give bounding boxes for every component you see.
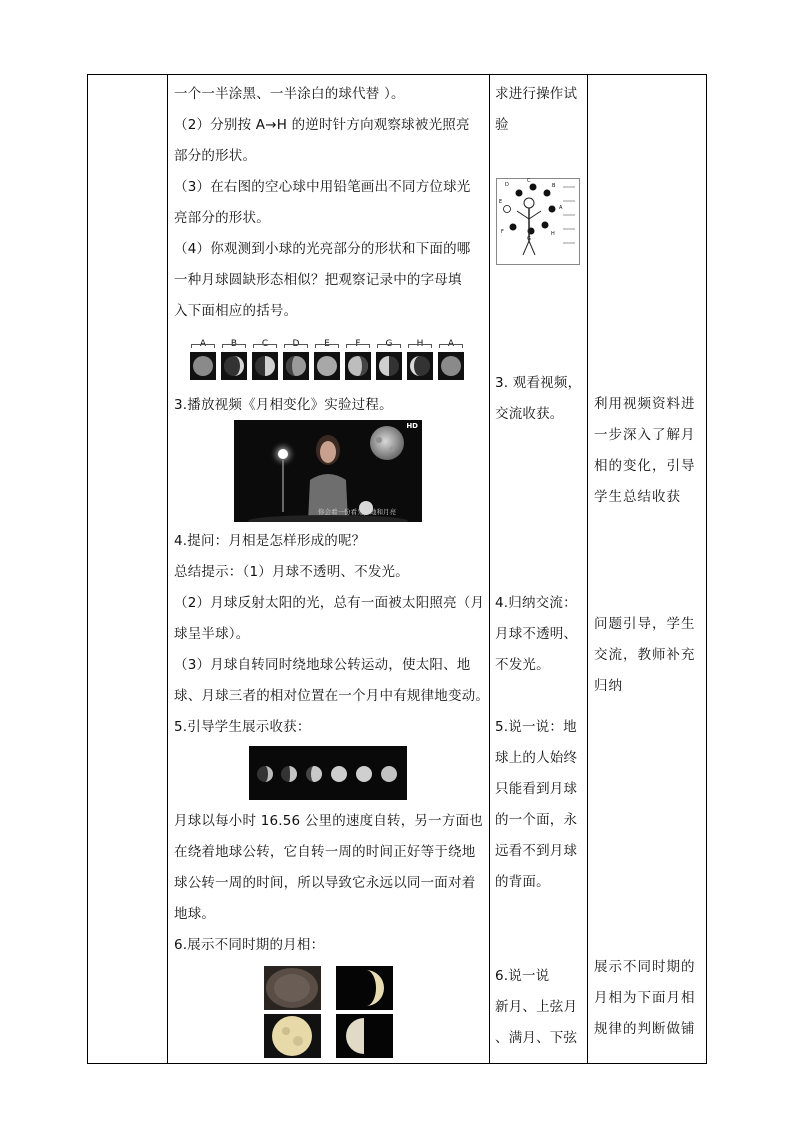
text-line: 球公转一周的时间，所以导致它永远以同一面对着 xyxy=(174,875,476,891)
text-line: 的一个面，永 xyxy=(495,812,578,828)
moon-phase-image xyxy=(376,352,402,380)
phase-label: H xyxy=(416,339,424,349)
text-line: 规律的判断做铺 xyxy=(594,1021,696,1037)
text-line: 交流收获。 xyxy=(495,406,564,422)
text-line: 、满月、下弦 xyxy=(495,1030,578,1046)
text-line: 的背面。 xyxy=(495,874,550,890)
text-line: 部分的形状。 xyxy=(174,148,257,164)
diagram-letter: E xyxy=(499,199,503,205)
text-line: 一种月球圆缺形态相似？把观察记录中的字母填 xyxy=(174,272,462,288)
moon-phase-image xyxy=(345,352,371,380)
moon-phase-image xyxy=(314,352,340,380)
text-line: 6.说一说 xyxy=(495,968,550,984)
phase-bracket xyxy=(377,344,401,348)
first-quarter-moon-photo xyxy=(336,966,393,1010)
phase-label: A xyxy=(447,339,455,349)
text-line: （4）你观测到小球的光亮部分的形状和下面的哪 xyxy=(174,241,471,257)
phase-bracket xyxy=(253,344,277,348)
text-line: 一个一半涂黑、一半涂白的球代替 ）。 xyxy=(174,86,405,102)
phase-label: G xyxy=(385,339,393,349)
text-line: （3）月球自转同时绕地球公转运动，使太阳、地 xyxy=(174,657,471,673)
phase-bracket xyxy=(408,344,432,348)
moon-phase-strip xyxy=(189,340,469,384)
video-still-image xyxy=(234,420,422,522)
text-line: 学生总结收获 xyxy=(594,489,681,505)
phase-bracket xyxy=(346,344,370,348)
moon-phase-image xyxy=(438,352,464,380)
text-line: 3. 观看视频， xyxy=(495,375,582,391)
text-line: 地球。 xyxy=(174,906,216,922)
text-line: 验 xyxy=(495,117,509,133)
diagram-letter: B xyxy=(552,183,556,189)
text-line: 5.说一说：地 xyxy=(495,719,577,735)
hd-badge: HD xyxy=(406,422,418,430)
phase-label: E xyxy=(324,339,330,349)
full-moon-photo xyxy=(264,1014,321,1058)
phase-label: F xyxy=(355,339,361,349)
text-line: 4.提问：月相是怎样形成的呢？ xyxy=(174,533,366,549)
observation-diagram xyxy=(496,178,580,265)
text-line: 远看不到月球 xyxy=(495,843,578,859)
phase-bracket xyxy=(222,344,246,348)
moon-phase-image xyxy=(221,352,247,380)
text-line: （2）分别按 A→H 的逆时针方向观察球被光照亮 xyxy=(174,117,470,133)
moon-phase-image xyxy=(283,352,309,380)
text-line: 在绕着地球公转，它自转一周的时间正好等于绕地 xyxy=(174,844,476,860)
text-line: 球呈半球）。 xyxy=(174,626,250,642)
phase-cell xyxy=(282,340,310,384)
text-line: 球、月球三者的相对位置在一个月中有规律地变动。 xyxy=(174,688,490,704)
diagram-letter: D xyxy=(505,182,509,188)
text-line: 月球不透明、 xyxy=(495,626,578,642)
phase-bracket xyxy=(191,344,215,348)
video-caption: 你会看一份看光，地和月亮 xyxy=(318,508,396,516)
phase-cell xyxy=(220,340,248,384)
text-line: 只能看到月球 xyxy=(495,781,578,797)
text-line: 求进行操作试 xyxy=(495,86,578,102)
moon-phase-image xyxy=(252,352,278,380)
phase-cell xyxy=(437,340,465,384)
phase-bracket xyxy=(439,344,463,348)
phase-cell xyxy=(251,340,279,384)
phase-bracket xyxy=(284,344,308,348)
text-line: 归纳 xyxy=(594,678,623,694)
text-line: 利用视频资料进 xyxy=(594,396,696,412)
last-quarter-moon-photo xyxy=(336,1014,393,1058)
diagram-letter: A xyxy=(559,205,563,211)
new-moon-photo xyxy=(264,966,321,1010)
phase-cell xyxy=(344,340,372,384)
moon-sequence-image xyxy=(249,746,407,800)
text-line: 5.引导学生展示收获： xyxy=(174,719,311,735)
text-line: 3.播放视频《月相变化》实验过程。 xyxy=(174,397,393,413)
phase-cell xyxy=(313,340,341,384)
phase-cell xyxy=(375,340,403,384)
text-line: 问题引导，学生 xyxy=(594,616,696,632)
text-line: 入下面相应的括号。 xyxy=(174,303,298,319)
text-line: 月球以每小时 16.56 公里的速度自转，另一方面也 xyxy=(174,813,483,829)
text-line: （2）月球反射太阳的光，总有一面被太阳照亮（月 xyxy=(174,595,485,611)
moon-phase-image xyxy=(407,352,433,380)
text-line: 不发光。 xyxy=(495,657,550,673)
text-line: 月相为下面月相 xyxy=(594,990,696,1006)
text-line: 亮部分的形状。 xyxy=(174,210,270,226)
text-line: 新月、上弦月 xyxy=(495,999,578,1015)
phase-cell xyxy=(189,340,217,384)
text-line: 展示不同时期的 xyxy=(594,959,696,975)
text-line: 4.归纳交流： xyxy=(495,595,577,611)
phase-bracket xyxy=(315,344,339,348)
diagram-letter: C xyxy=(527,178,531,184)
text-line: 球上的人始终 xyxy=(495,750,578,766)
diagram-letter: F xyxy=(501,229,504,235)
phase-label: B xyxy=(230,339,238,349)
diagram-letter: G xyxy=(527,236,531,242)
phase-label: D xyxy=(292,339,300,349)
text-line: 总结提示：（1）月球不透明、不发光。 xyxy=(174,564,409,580)
text-line: （3）在右图的空心球中用铅笔画出不同方位球光 xyxy=(174,179,471,195)
moon-phase-image xyxy=(190,352,216,380)
phase-label: A xyxy=(199,339,207,349)
text-line: 6.展示不同时期的月相： xyxy=(174,937,325,953)
column-divider xyxy=(489,75,490,1063)
column-divider xyxy=(167,75,168,1063)
text-line: 交流，教师补充 xyxy=(594,647,696,663)
text-line: 相的变化，引导 xyxy=(594,458,696,474)
diagram-letter: H xyxy=(551,231,555,237)
column-divider xyxy=(587,75,588,1063)
phase-cell xyxy=(406,340,434,384)
text-line: 一步深入了解月 xyxy=(594,427,696,443)
phase-label: C xyxy=(261,339,269,349)
